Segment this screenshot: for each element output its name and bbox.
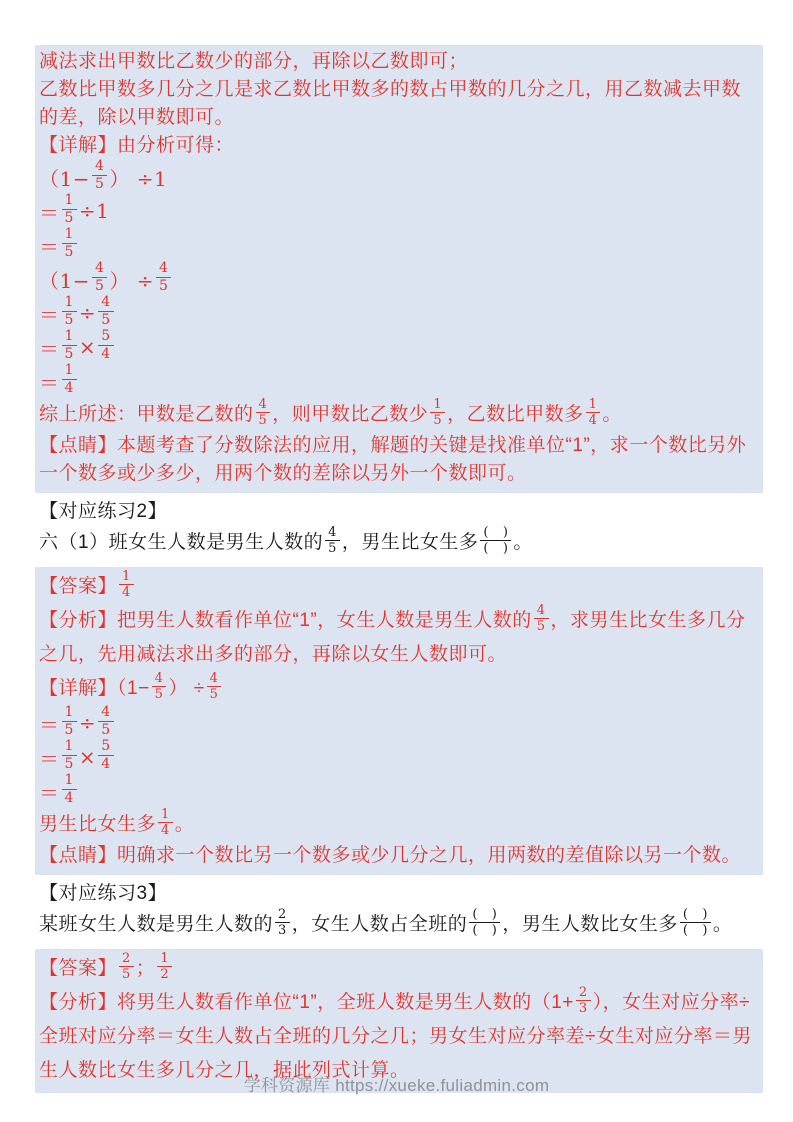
- practice-2-solution-block: [35, 567, 763, 875]
- fraction: [62, 773, 77, 805]
- fraction-numerator: 4: [101, 293, 111, 310]
- fraction-denominator: 4: [158, 822, 173, 838]
- practice-2-question-block: [35, 493, 763, 567]
- fraction: [98, 705, 113, 737]
- fraction: [119, 570, 134, 600]
- fraction: [586, 398, 601, 428]
- fraction-denominator: 5: [156, 277, 171, 294]
- fraction: [62, 227, 77, 259]
- fraction-numerator: 1: [588, 396, 598, 412]
- fraction-numerator: 1: [64, 737, 74, 754]
- fraction: [534, 604, 549, 634]
- fraction-numerator: ( ): [483, 524, 509, 540]
- fraction-numerator: 1: [64, 293, 74, 310]
- text-line: [39, 526, 755, 560]
- fraction-denominator: ( ): [480, 540, 511, 556]
- fraction-denominator: 5: [430, 412, 445, 428]
- fraction: [62, 363, 77, 395]
- text-run: 【对应练习2】: [39, 501, 168, 522]
- fraction-numerator: 5: [101, 737, 111, 754]
- fraction-numerator: 4: [328, 524, 337, 540]
- fraction-denominator: 5: [62, 311, 77, 328]
- text-line: [39, 132, 755, 160]
- text-run: ＝: [39, 712, 60, 737]
- text-run: 【详解】（1−: [39, 678, 150, 699]
- fraction: [62, 705, 77, 737]
- text-line: [39, 398, 755, 432]
- fraction: [207, 672, 222, 702]
- fraction: [325, 526, 340, 556]
- text-run: 【分析】把男生人数看作单位“1”，女生人数是男生人数的: [39, 610, 532, 631]
- text-run: 【分析】将男生人数看作单位“1”，全班人数是男生人数的（1+: [39, 992, 574, 1013]
- worksheet-content: [35, 45, 763, 1093]
- fraction: [92, 159, 107, 191]
- text-run: （1−: [39, 268, 90, 293]
- fraction-denominator: 2: [157, 966, 172, 982]
- text-line: [39, 672, 755, 706]
- fraction-numerator: 4: [536, 602, 546, 618]
- text-run: 乙数比甲数多几分之几是求乙数比甲数多的数占甲数的几分之几，用乙数减去甲数的差，除以甲数即可。: [39, 79, 742, 128]
- fraction-numerator: 2: [278, 906, 287, 922]
- text-run: ＝: [39, 370, 60, 395]
- text-run: ＝: [39, 780, 60, 805]
- text-run: 男生比女生多: [39, 814, 157, 835]
- fraction: [576, 986, 591, 1016]
- fraction-numerator: 1: [64, 703, 74, 720]
- text-run: 某班女生人数是男生人数的: [39, 914, 274, 935]
- math-line: [39, 771, 755, 808]
- fraction-numerator: 1: [64, 771, 74, 788]
- math-line: [39, 191, 755, 228]
- fraction: [98, 739, 113, 771]
- fraction-denominator: 5: [62, 755, 77, 772]
- text-run: 综上所述：甲数是乙数的: [39, 404, 254, 425]
- text-run: 。: [174, 814, 195, 835]
- fraction: [92, 261, 107, 293]
- fraction: [157, 952, 172, 982]
- fraction-denominator: 5: [534, 618, 549, 634]
- fraction-denominator: 5: [98, 721, 113, 738]
- text-run: 六（1）班女生人数是男生人数的: [39, 532, 324, 553]
- text-run: 。: [712, 914, 733, 935]
- fraction-numerator: 1: [433, 396, 443, 412]
- text-run: 。: [513, 532, 533, 553]
- text-run: ，求男生比女生多几分之几，先用减法求出多的部分，再除以女生人数即可。: [39, 610, 746, 665]
- fraction-denominator: 4: [98, 755, 113, 772]
- fraction-denominator: 5: [62, 243, 77, 260]
- fraction: [98, 295, 113, 327]
- fraction-denominator: 5: [98, 311, 113, 328]
- fraction-denominator: 5: [119, 966, 134, 982]
- text-line: [39, 432, 755, 488]
- text-line: [39, 880, 755, 908]
- text-run: ÷: [78, 711, 97, 735]
- fraction-numerator: 4: [101, 703, 111, 720]
- fraction-numerator: 4: [258, 396, 268, 412]
- text-run: ＝: [39, 234, 60, 259]
- fraction-denominator: 4: [586, 412, 601, 428]
- fraction-denominator: 4: [119, 584, 134, 600]
- fraction-denominator: 5: [256, 412, 271, 428]
- fraction: [469, 908, 500, 938]
- fraction-numerator: 1: [64, 191, 74, 208]
- text-run: ×: [78, 335, 97, 359]
- text-run: ，女生人数占全班的: [291, 914, 468, 935]
- text-run: 【点睛】本题考查了分数除法的应用，解题的关键是找准单位“1”，求一个数比另外一个数多或少多少，用两个数的差除以另外一个数即可。: [39, 435, 747, 484]
- text-run: ，男生比女生多: [341, 532, 479, 553]
- fraction-numerator: 1: [122, 568, 131, 584]
- fraction-numerator: 2: [122, 950, 131, 966]
- text-run: ÷: [78, 301, 97, 325]
- fraction-numerator: 1: [64, 361, 74, 378]
- fraction-numerator: ( ): [682, 906, 708, 922]
- text-run: ×: [78, 745, 97, 769]
- fraction-numerator: 1: [160, 950, 170, 966]
- fraction-numerator: ( ): [472, 906, 498, 922]
- fraction: [158, 808, 173, 838]
- text-run: ＝: [39, 200, 60, 225]
- fraction: [480, 526, 511, 556]
- text-run: ，则甲数比乙数少: [272, 404, 429, 425]
- text-run: 【答案】: [39, 576, 118, 597]
- text-run: 减法求出甲数比乙数少的部分，再除以乙数即可；: [39, 51, 469, 72]
- text-run: 【点睛】明确求一个数比另一个数多或少几分之几，用两数的差值除以另一个数。: [39, 845, 742, 866]
- fraction-denominator: 4: [98, 345, 113, 362]
- practice-1-solution-block: [35, 45, 763, 493]
- fraction-denominator: 5: [62, 209, 77, 226]
- fraction-denominator: 4: [62, 789, 77, 806]
- fraction: [119, 952, 134, 982]
- math-line: [39, 157, 755, 194]
- fraction-denominator: ( ): [680, 922, 711, 938]
- fraction-numerator: 4: [94, 157, 105, 174]
- fraction-numerator: 1: [64, 327, 74, 344]
- fraction-numerator: 4: [209, 670, 219, 686]
- text-run: ，乙数比甲数多: [447, 404, 584, 425]
- fraction: [156, 261, 171, 293]
- text-run: ＝: [39, 302, 60, 327]
- math-line: [39, 259, 755, 296]
- fraction-numerator: 4: [159, 259, 169, 276]
- text-run: ） ÷: [168, 678, 205, 699]
- fraction-denominator: 5: [207, 686, 222, 702]
- fraction-denominator: 5: [62, 345, 77, 362]
- math-line: [39, 293, 755, 330]
- text-run: 【答案】: [39, 958, 118, 979]
- fraction-denominator: 4: [62, 379, 77, 396]
- fraction-denominator: 5: [62, 721, 77, 738]
- text-run: （1−: [39, 166, 90, 191]
- fraction-denominator: 3: [576, 1000, 591, 1016]
- text-run: ） ÷: [109, 268, 155, 293]
- math-line: [39, 737, 755, 774]
- text-run: 。: [602, 404, 622, 425]
- fraction-numerator: 4: [94, 259, 105, 276]
- fraction: [275, 908, 290, 938]
- fraction-denominator: 5: [92, 277, 107, 294]
- text-run: ＝: [39, 336, 60, 361]
- text-run: ） ÷1: [109, 166, 168, 191]
- footer-site-credit: 学科资源库 https://xueke.fuliadmin.com: [243, 1076, 550, 1095]
- fraction: [152, 672, 167, 702]
- fraction-numerator: 1: [64, 225, 74, 242]
- fraction-denominator: 3: [275, 922, 290, 938]
- text-line: [39, 808, 755, 842]
- math-line: [39, 225, 755, 262]
- fraction-numerator: 1: [161, 806, 170, 822]
- text-line: [39, 604, 755, 672]
- text-line: [39, 570, 755, 604]
- text-line: [39, 48, 755, 76]
- text-run: 【对应练习3】: [39, 883, 168, 904]
- fraction: [62, 295, 77, 327]
- fraction-numerator: 5: [101, 327, 111, 344]
- fraction: [98, 329, 113, 361]
- text-line: [39, 908, 755, 942]
- text-run: ；: [135, 958, 156, 979]
- fraction-numerator: 4: [154, 670, 164, 686]
- fraction-denominator: ( ): [469, 922, 500, 938]
- text-line: [39, 498, 755, 526]
- practice-3-question-block: [35, 875, 763, 949]
- page-footer: [0, 1071, 793, 1096]
- text-run: ，男生人数比女生多: [502, 914, 678, 935]
- math-line: [39, 327, 755, 364]
- text-line: [39, 76, 755, 132]
- math-line: [39, 703, 755, 740]
- fraction-denominator: 5: [152, 686, 167, 702]
- text-line: [39, 952, 755, 986]
- fraction: [62, 739, 77, 771]
- fraction-denominator: 5: [325, 540, 340, 556]
- fraction: [62, 329, 77, 361]
- fraction: [62, 193, 77, 225]
- text-run: 【详解】由分析可得：: [39, 135, 235, 156]
- text-run: ÷1: [78, 199, 110, 223]
- fraction: [680, 908, 711, 938]
- fraction-denominator: 5: [92, 175, 107, 192]
- fraction: [256, 398, 271, 428]
- fraction: [430, 398, 445, 428]
- text-run: ＝: [39, 746, 60, 771]
- text-run: ），女生对应分率÷全班对应分率＝女生人数占全班的几分之几；男女生对应分率差÷女生对应分率＝男生人数比女生多几分之几，据此列式计算。: [39, 992, 752, 1081]
- text-line: [39, 842, 755, 870]
- fraction-numerator: 2: [578, 984, 588, 1000]
- math-line: [39, 361, 755, 398]
